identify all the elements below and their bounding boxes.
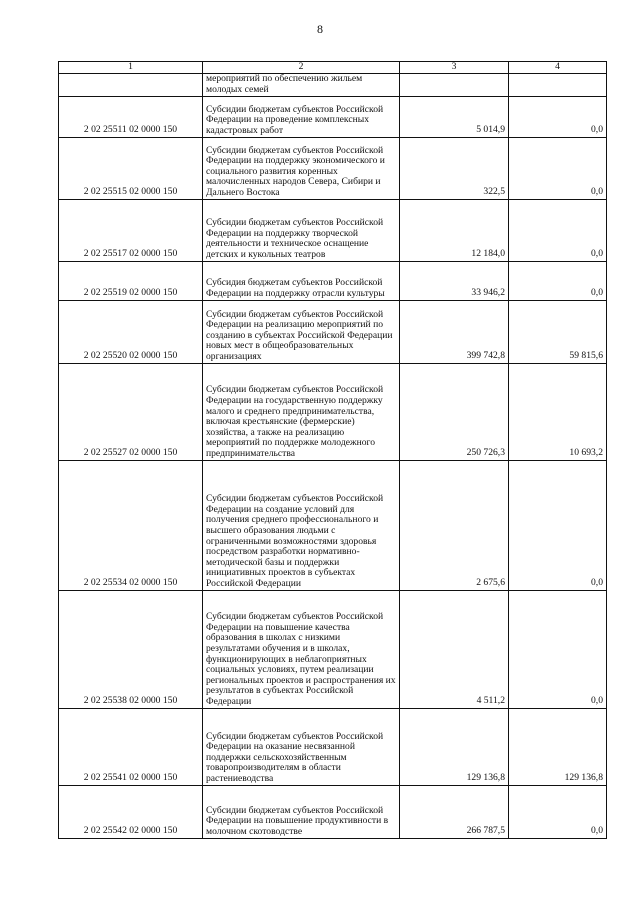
col4-cell: 10 693,2 [509,363,607,460]
continuation-row [59,73,607,96]
col4-cell: 0,0 [509,785,607,838]
table-row [59,96,607,137]
col3-cell: 33 946,2 [400,261,509,300]
table-row [59,785,607,838]
code-cell [59,73,203,96]
col4-cell: 0,0 [509,590,607,708]
page-number: 8 [317,22,323,36]
name-cell: Субсидия бюджетам субъектов Российской Федерации на поддержку отрасли культуры [203,261,400,300]
header-col-1: 1 [59,62,203,74]
code-cell: 2 02 25520 02 0000 150 [59,300,203,363]
table-row [59,708,607,785]
header-col-4: 4 [509,62,607,74]
header-col-2: 2 [203,62,400,74]
col4-cell: 0,0 [509,137,607,199]
table-row [59,261,607,300]
col3-cell: 399 742,8 [400,300,509,363]
col3-cell: 5 014,9 [400,96,509,137]
code-cell: 2 02 25542 02 0000 150 [59,785,203,838]
code-cell: 2 02 25515 02 0000 150 [59,137,203,199]
header-row [59,62,607,74]
table-row [59,137,607,199]
col3-cell: 12 184,0 [400,199,509,261]
table-row [59,590,607,708]
col3-cell: 322,5 [400,137,509,199]
name-cell: Субсидии бюджетам субъектов Российской Федерации на создание условий для получения среднего профессионального и высшего образования людьми с ограниченными возможностями здоровья посредством разработки нормативно-методической базы и поддержки инициативных проектов в субъектах Российской Федерации [203,460,400,590]
col3-cell: 129 136,8 [400,708,509,785]
table-row [59,363,607,460]
budget-table [58,61,607,839]
name-cell: Субсидии бюджетам субъектов Российской Федерации на поддержку экономического и социального развития коренных малочисленных народов Севера, Сибири и Дальнего Востока [203,137,400,199]
name-cell: Субсидии бюджетам субъектов Российской Федерации на повышение качества образования в школах с низкими результатами обучения и в школах, функционирующих в неблагоприятных социальных условиях, путем реализации региональных проектов и распространения их результатов в субъектах Российской Федерации [203,590,400,708]
col3-cell: 2 675,6 [400,460,509,590]
code-cell: 2 02 25517 02 0000 150 [59,199,203,261]
code-cell: 2 02 25519 02 0000 150 [59,261,203,300]
table-row [59,300,607,363]
col4-cell: 0,0 [509,261,607,300]
col4-cell [509,73,607,96]
name-cell: Субсидии бюджетам субъектов Российской Федерации на реализацию мероприятий по созданию в субъектах Российской Федерации новых мест в общеобразовательных организациях [203,300,400,363]
header-col-3: 3 [400,62,509,74]
name-cell: Субсидии бюджетам субъектов Российской Федерации на проведение комплексных кадастровых работ [203,96,400,137]
name-cell: Субсидии бюджетам субъектов Российской Федерации на поддержку творческой деятельности и техническое оснащение детских и кукольных театров [203,199,400,261]
code-cell: 2 02 25541 02 0000 150 [59,708,203,785]
name-cell: Субсидии бюджетам субъектов Российской Федерации на оказание несвязанной поддержки сельскохозяйственным товаропроизводителям в области растениеводства [203,708,400,785]
code-cell: 2 02 25538 02 0000 150 [59,590,203,708]
code-cell: 2 02 25527 02 0000 150 [59,363,203,460]
col3-cell: 250 726,3 [400,363,509,460]
col3-cell: 266 787,5 [400,785,509,838]
continuation-name-cell: мероприятий по обеспечению жильем молодых семей [203,73,400,96]
code-cell: 2 02 25534 02 0000 150 [59,460,203,590]
col4-cell: 59 815,6 [509,300,607,363]
col4-cell: 0,0 [509,96,607,137]
col3-cell: 4 511,2 [400,590,509,708]
name-cell: Субсидии бюджетам субъектов Российской Федерации на повышение продуктивности в молочном скотоводстве [203,785,400,838]
col4-cell: 0,0 [509,460,607,590]
name-cell: Субсидии бюджетам субъектов Российской Федерации на государственную поддержку малого и среднего предпринимательства, включая крестьянские (фермерские) хозяйства, а также на реализацию мероприятий по поддержке молодежного предпринимательства [203,363,400,460]
table-row [59,460,607,590]
code-cell: 2 02 25511 02 0000 150 [59,96,203,137]
col3-cell [400,73,509,96]
col4-cell: 0,0 [509,199,607,261]
col4-cell: 129 136,8 [509,708,607,785]
table-row [59,199,607,261]
